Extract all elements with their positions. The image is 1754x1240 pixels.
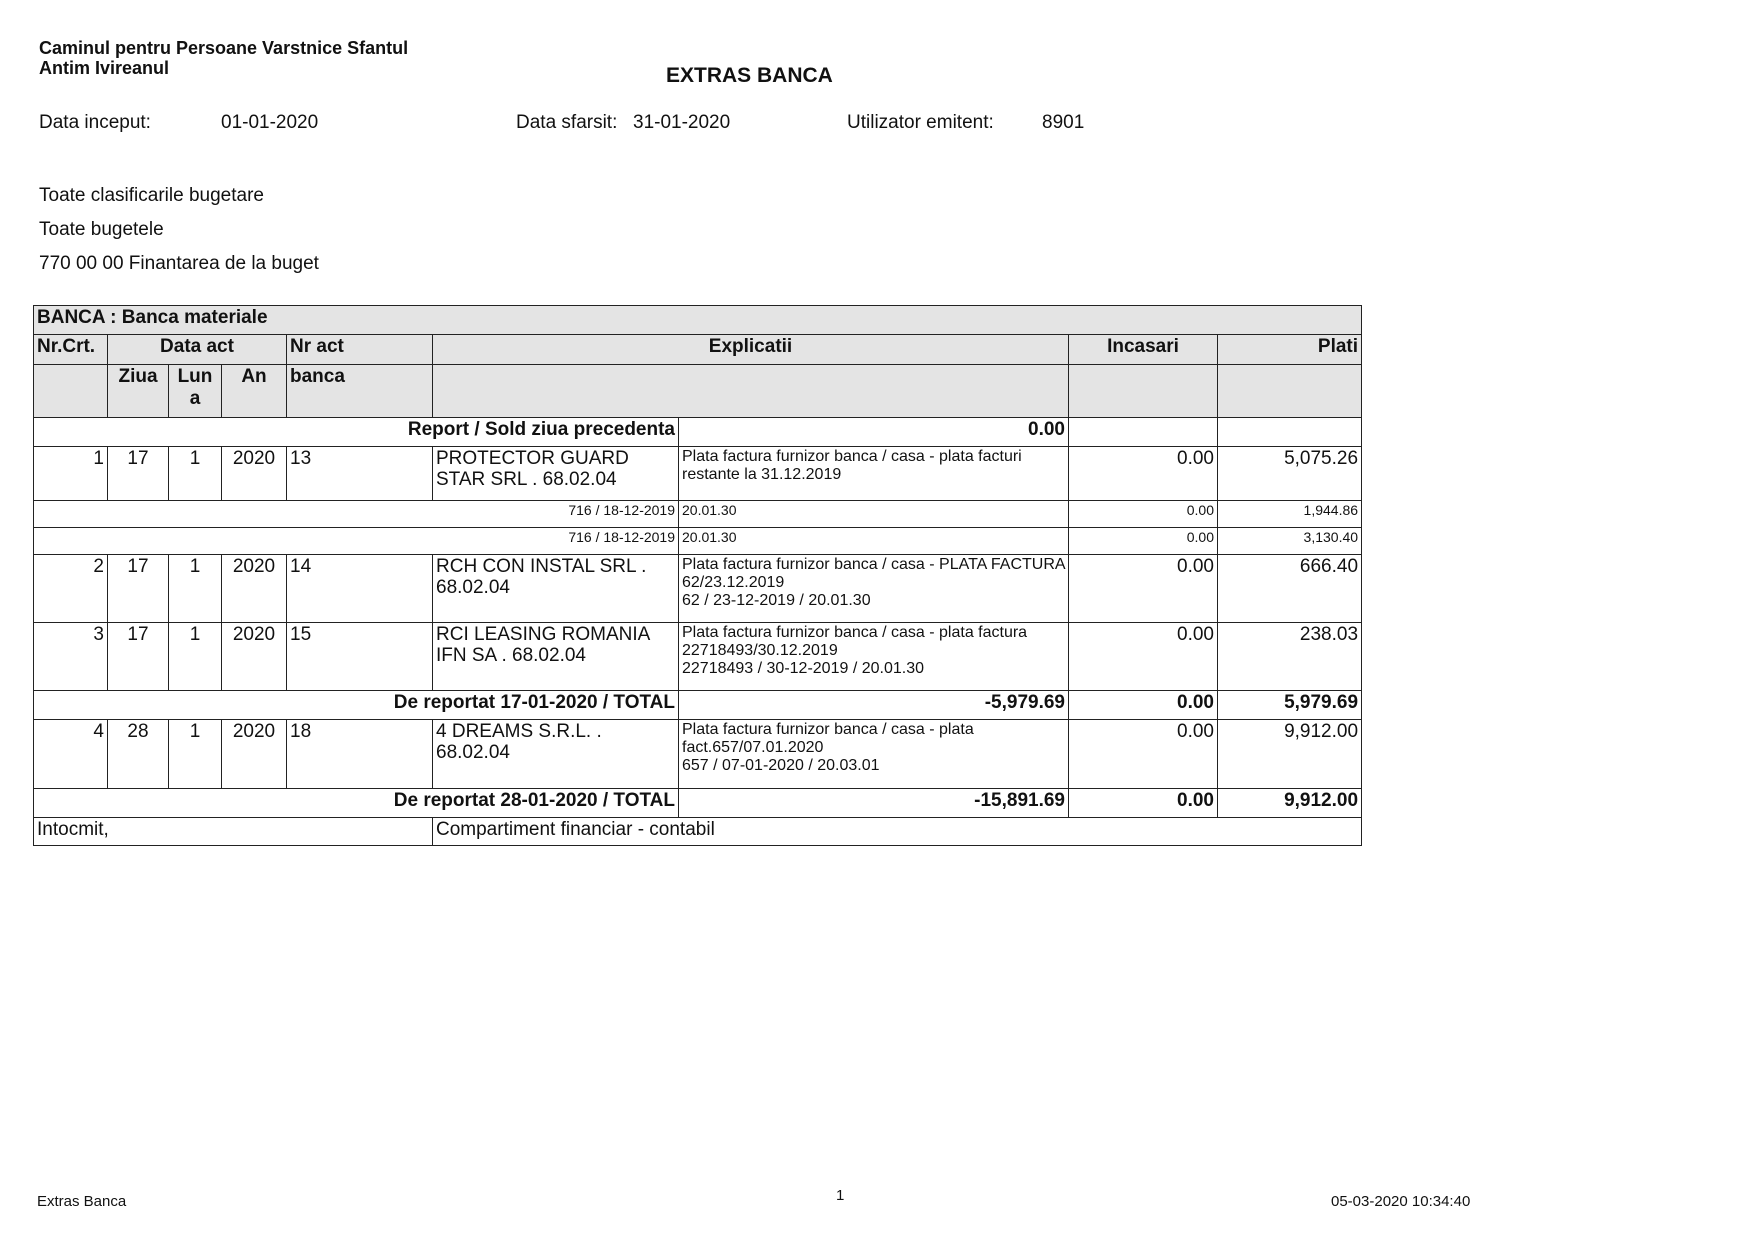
row-explicatii (679, 555, 1069, 623)
col-nr-act: Nr act (287, 335, 433, 365)
col-plati: Plati (1218, 335, 1362, 365)
total-label: De reportat 17-01-2020 / TOTAL (34, 691, 679, 720)
detail-ref: 716 / 18-12-2019 (34, 501, 679, 528)
report-value: 0.00 (679, 418, 1069, 447)
col-ziua: Ziua (108, 365, 169, 418)
row-ziua: 17 (108, 555, 169, 623)
col-an: An (222, 365, 287, 418)
row-explicatii-ref: 22718493 / 30-12-2019 / 20.01.30 (682, 660, 924, 677)
filter-funding: 770 00 00 Finantarea de la buget (39, 253, 319, 274)
detail-ref: 716 / 18-12-2019 (34, 528, 679, 555)
page-number: 1 (836, 1187, 845, 1204)
user-label: Utilizator emitent: (847, 112, 994, 133)
footer-timestamp: 05-03-2020 10:34:40 (1331, 1193, 1471, 1210)
row-ziua: 17 (108, 623, 169, 691)
row-an: 2020 (222, 555, 287, 623)
col-luna: Lun a (169, 365, 222, 418)
organization-name (39, 38, 408, 78)
total-plati: 9,912.00 (1218, 789, 1362, 818)
col-banca: banca (287, 365, 433, 418)
start-date-value: 01-01-2020 (221, 112, 319, 133)
row-explicatii-text: Plata factura furnizor banca / casa - plata facturi restante la 31.12.2019 (682, 448, 1022, 483)
row-act: 15 (287, 623, 433, 691)
row-an: 2020 (222, 720, 287, 789)
row-nr: 4 (34, 720, 108, 789)
row-party: 4 DREAMS S.R.L. . 68.02.04 (433, 720, 679, 789)
footer-report-name: Extras Banca (37, 1193, 127, 1210)
start-date-label: Data inceput: (39, 112, 151, 133)
row-incasari: 0.00 (1069, 555, 1218, 623)
row-an: 2020 (222, 623, 287, 691)
intocmit-label: Intocmit, (34, 818, 433, 846)
row-party: RCI LEASING ROMANIA IFN SA . 68.02.04 (433, 623, 679, 691)
col-data-act: Data act (108, 335, 287, 365)
col-nr-crt: Nr.Crt. (34, 335, 108, 365)
row-act: 18 (287, 720, 433, 789)
user-value: 8901 (1042, 112, 1085, 133)
row-act: 13 (287, 447, 433, 501)
row-party: RCH CON INSTAL SRL . 68.02.04 (433, 555, 679, 623)
row-incasari: 0.00 (1069, 720, 1218, 789)
col-explicatii: Explicatii (433, 335, 1069, 365)
detail-incasari: 0.00 (1069, 501, 1218, 528)
row-nr: 1 (34, 447, 108, 501)
detail-plati: 3,130.40 (1218, 528, 1362, 555)
bank-label: BANCA : Banca materiale (34, 306, 1362, 335)
table-row (34, 447, 1362, 501)
report-label: Report / Sold ziua precedenta (34, 418, 679, 447)
end-date-value: 31-01-2020 (633, 112, 731, 133)
detail-incasari: 0.00 (1069, 528, 1218, 555)
row-nr: 3 (34, 623, 108, 691)
row-plati: 9,912.00 (1218, 720, 1362, 789)
total-row (34, 691, 1362, 720)
table-row (34, 555, 1362, 623)
row-an: 2020 (222, 447, 287, 501)
total-sold: -15,891.69 (679, 789, 1069, 818)
org-line-1: Caminul pentru Persoane Varstnice Sfantul (39, 38, 409, 58)
filter-budgets: Toate bugetele (39, 219, 164, 240)
detail-plati: 1,944.86 (1218, 501, 1362, 528)
row-act: 14 (287, 555, 433, 623)
total-row (34, 789, 1362, 818)
compartiment-label: Compartiment financiar - contabil (433, 818, 1362, 846)
row-luna: 1 (169, 720, 222, 789)
row-explicatii (679, 720, 1069, 789)
report-row (34, 418, 1362, 447)
row-plati: 238.03 (1218, 623, 1362, 691)
total-sold: -5,979.69 (679, 691, 1069, 720)
detail-row (34, 528, 1362, 555)
table-row (34, 720, 1362, 789)
org-line-2: Antim Ivireanul (39, 58, 170, 78)
row-luna: 1 (169, 623, 222, 691)
detail-classification: 20.01.30 (679, 528, 1069, 555)
row-explicatii-text: Plata factura furnizor banca / casa - plata factura 22718493/30.12.2019 (682, 624, 1028, 659)
bank-statement-table (33, 305, 1362, 846)
detail-row (34, 501, 1362, 528)
total-incasari: 0.00 (1069, 789, 1218, 818)
end-date-label: Data sfarsit: (516, 112, 618, 133)
row-explicatii (679, 447, 1069, 501)
subheader-row (34, 365, 1362, 418)
total-incasari: 0.00 (1069, 691, 1218, 720)
row-ziua: 28 (108, 720, 169, 789)
filter-classification: Toate clasificarile bugetare (39, 185, 264, 206)
row-plati: 5,075.26 (1218, 447, 1362, 501)
row-explicatii (679, 623, 1069, 691)
row-explicatii-text: Plata factura furnizor banca / casa - plata fact.657/07.01.2020 (682, 721, 974, 756)
row-luna: 1 (169, 555, 222, 623)
row-incasari: 0.00 (1069, 623, 1218, 691)
signature-row (34, 818, 1362, 846)
row-incasari: 0.00 (1069, 447, 1218, 501)
row-ziua: 17 (108, 447, 169, 501)
row-nr: 2 (34, 555, 108, 623)
row-luna: 1 (169, 447, 222, 501)
row-explicatii-ref: 62 / 23-12-2019 / 20.01.30 (682, 592, 871, 609)
bank-row (34, 306, 1362, 335)
header-row (34, 335, 1362, 365)
row-party: PROTECTOR GUARD STAR SRL . 68.02.04 (433, 447, 679, 501)
page-title: EXTRAS BANCA (666, 64, 833, 87)
total-plati: 5,979.69 (1218, 691, 1362, 720)
detail-classification: 20.01.30 (679, 501, 1069, 528)
total-label: De reportat 28-01-2020 / TOTAL (34, 789, 679, 818)
col-incasari: Incasari (1069, 335, 1218, 365)
row-plati: 666.40 (1218, 555, 1362, 623)
row-explicatii-ref: 657 / 07-01-2020 / 20.03.01 (682, 757, 880, 774)
row-explicatii-text: Plata factura furnizor banca / casa - PLATA FACTURA 62/23.12.2019 (682, 556, 1065, 591)
table-row (34, 623, 1362, 691)
